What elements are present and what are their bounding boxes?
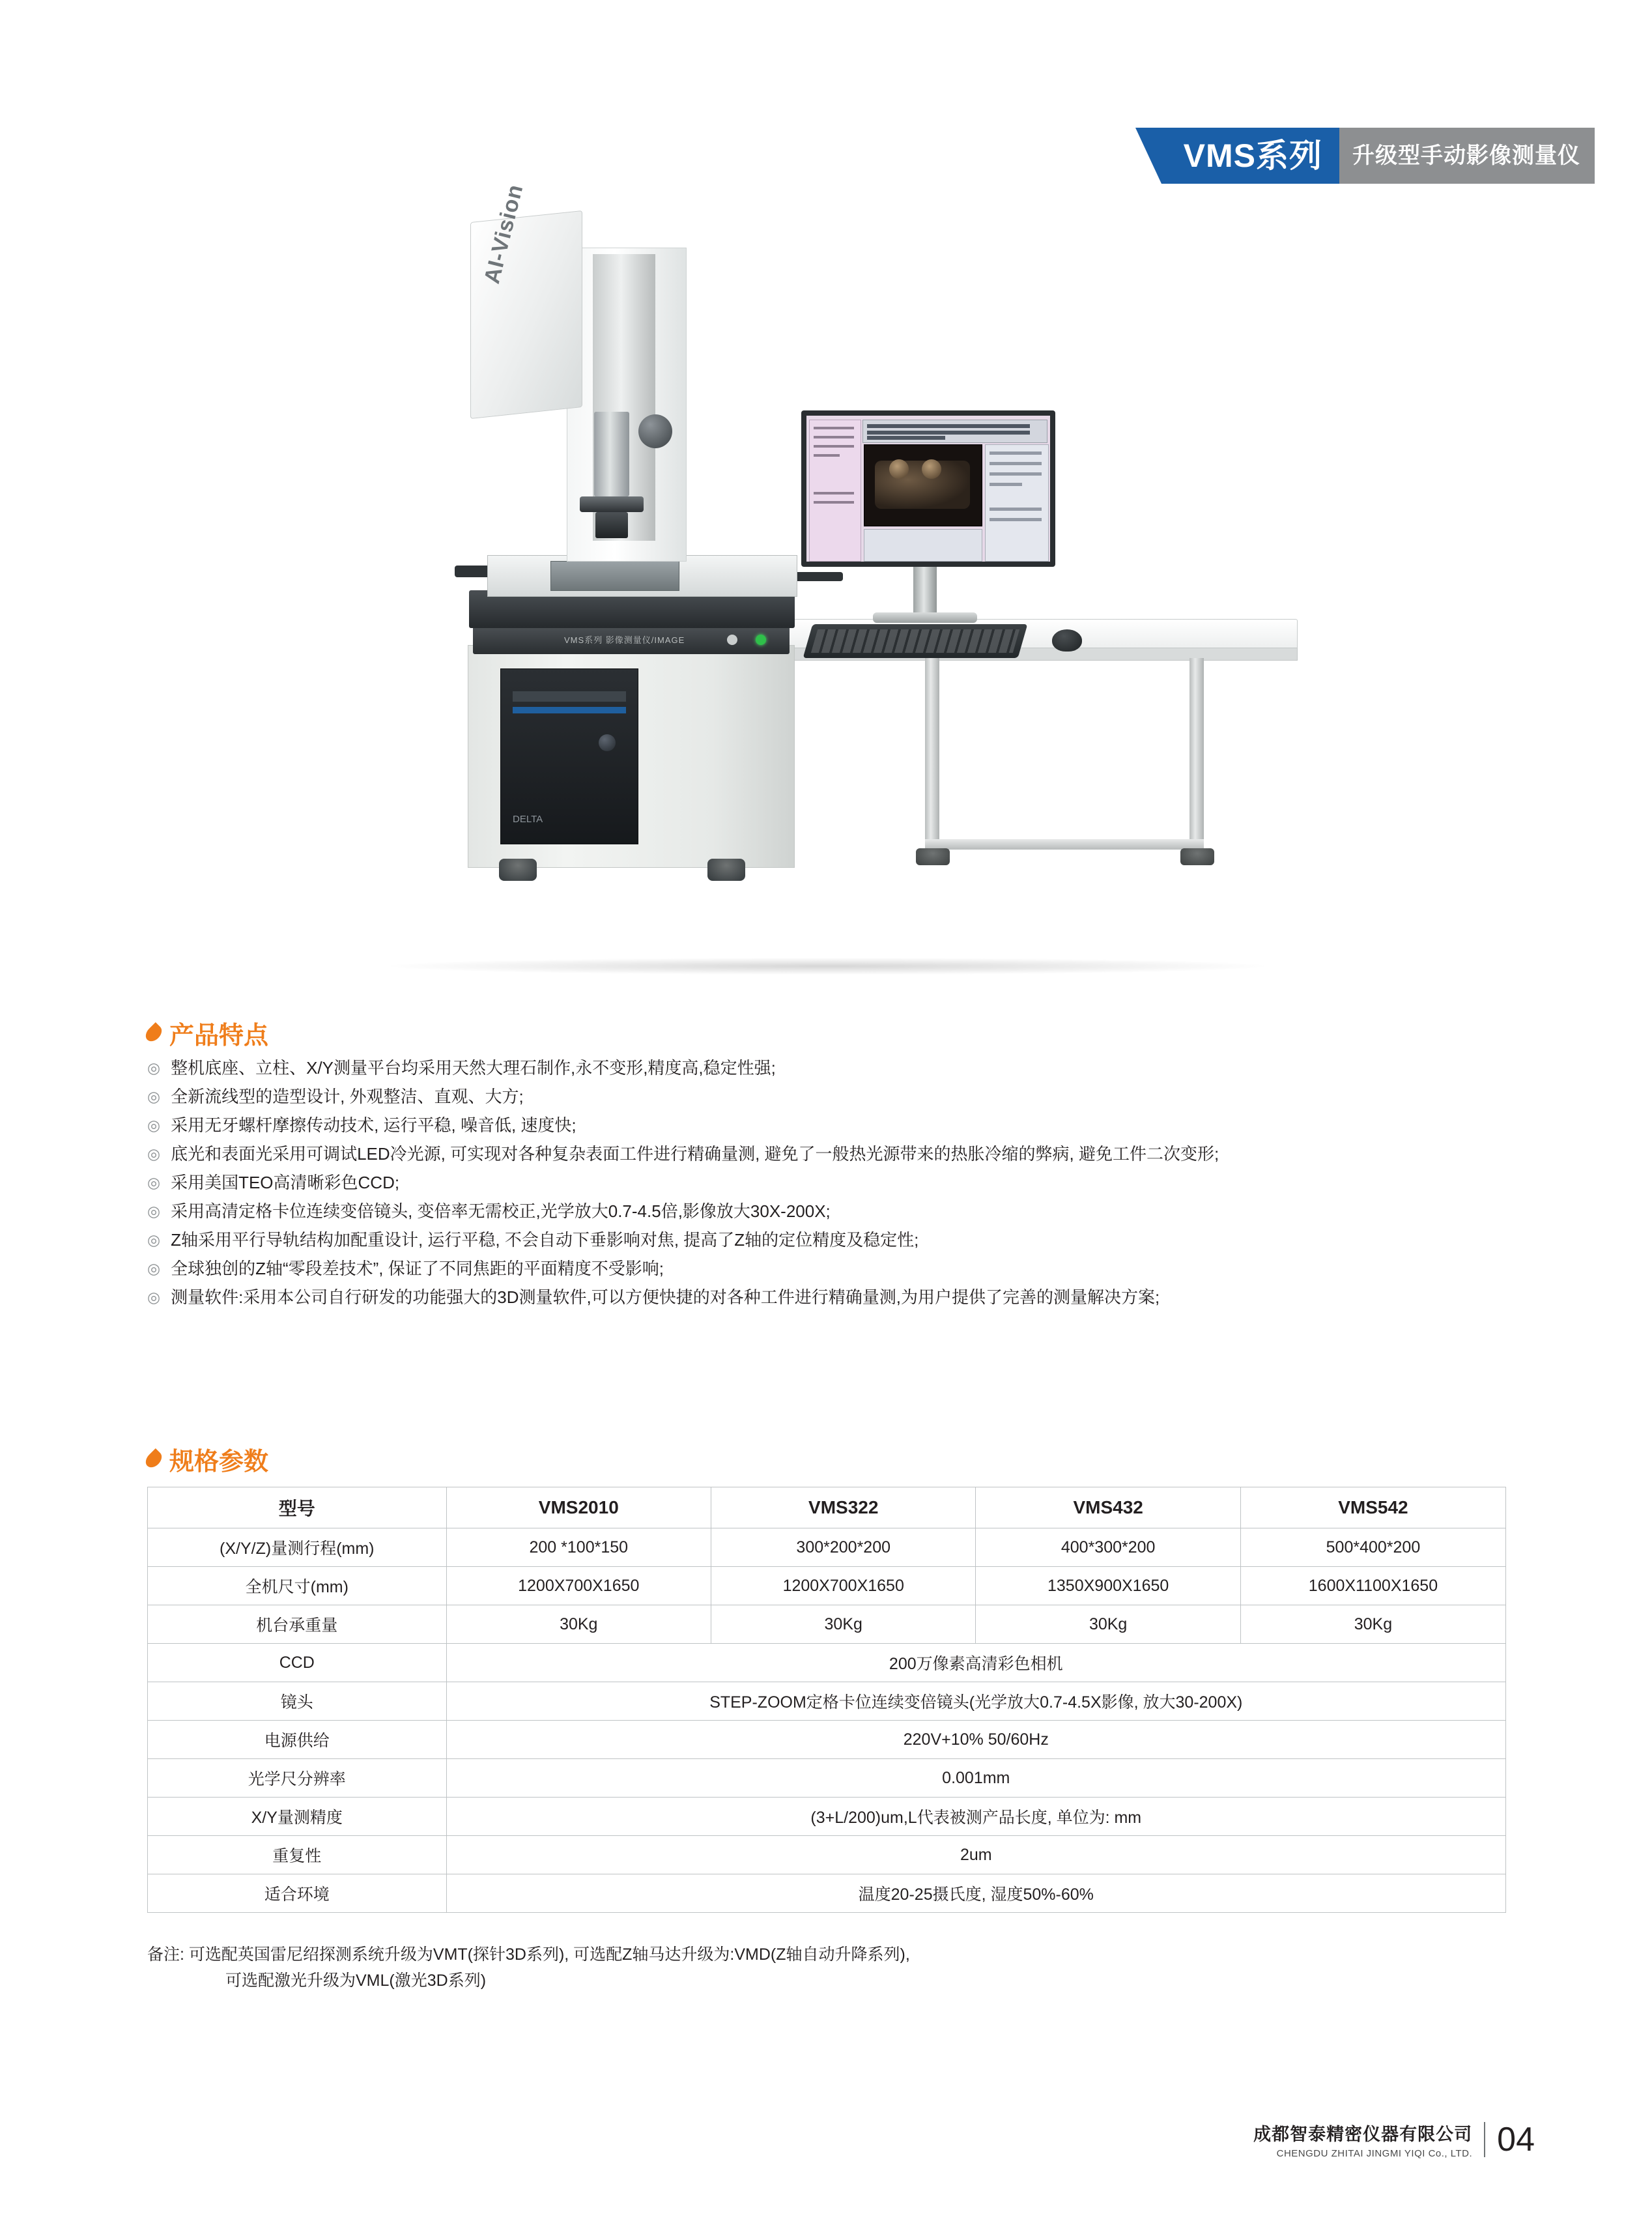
note-line-2: 可选配激光升级为VML(激光3D系列) <box>225 1971 487 1990</box>
table-row <box>148 1874 1506 1913</box>
row-value: 1200X700X1650 <box>711 1567 976 1605</box>
right-panel-line-1 <box>990 452 1042 455</box>
footer-divider <box>1484 2122 1485 2157</box>
optical-head-housing <box>470 210 582 419</box>
computer-accent-strip <box>513 707 626 713</box>
left-panel-line-3 <box>814 445 854 448</box>
row-label: X/Y量测精度 <box>148 1798 447 1836</box>
table-row <box>148 1721 1506 1759</box>
workpiece-hole-1 <box>889 459 909 479</box>
table-header-row <box>148 1487 1506 1528</box>
power-led-icon <box>756 635 766 645</box>
left-panel-line-2 <box>814 436 854 438</box>
left-panel-line-5 <box>814 492 854 494</box>
row-value: 30Kg <box>711 1605 976 1644</box>
table-row <box>148 1528 1506 1567</box>
left-panel-line-1 <box>814 427 854 429</box>
header-series-block <box>1161 128 1339 184</box>
row-value: 500*400*200 <box>1240 1528 1505 1567</box>
machine-panel-label: VMS系列 影像测量仪/IMAGE <box>564 635 685 645</box>
table-header-cell: VMS542 <box>1240 1487 1505 1528</box>
table-row <box>148 1759 1506 1798</box>
row-label: 机台承重量 <box>148 1605 447 1644</box>
bullet-icon: ◎ <box>147 1117 161 1134</box>
computer-drive-bay <box>513 691 626 702</box>
table-row <box>148 1682 1506 1721</box>
monitor-stand-base <box>873 612 977 623</box>
row-value: 30Kg <box>976 1605 1240 1644</box>
note-line-1: 备注: 可选配英国雷尼绍探测系统升级为VMT(探针3D系列), 可选配Z轴马达升级为:VMD(Z轴自动升降系列), <box>147 1945 910 1964</box>
feature-text: 采用美国TEO高清晰彩色CCD; <box>171 1173 400 1192</box>
workbench-foot-left <box>916 848 950 865</box>
workpiece-hole-2 <box>922 459 941 479</box>
row-label: (X/Y/Z)量测行程(mm) <box>148 1528 447 1567</box>
software-toolbar <box>862 420 1047 443</box>
toolbar-row-1 <box>867 424 1030 428</box>
bullet-icon: ◎ <box>147 1088 161 1105</box>
row-value: 0.001mm <box>446 1759 1505 1798</box>
row-label: CCD <box>148 1644 447 1682</box>
table-header-cell: 型号 <box>148 1487 447 1528</box>
feature-text: 全新流线型的造型设计, 外观整洁、直观、大方; <box>171 1087 524 1106</box>
machine-control-panel <box>473 625 790 654</box>
row-label: 光学尺分辨率 <box>148 1759 447 1798</box>
row-value: 30Kg <box>1240 1605 1505 1644</box>
floor-shadow <box>391 958 1264 975</box>
product-photo <box>352 181 1316 984</box>
monitor-stand-neck <box>913 567 937 615</box>
keyboard <box>803 624 1028 658</box>
row-value: 200万像素高清彩色相机 <box>446 1644 1505 1682</box>
list-item <box>147 1286 1535 1308</box>
features-title-text: 产品特点 <box>169 1022 269 1050</box>
page-number: 04 <box>1497 2121 1535 2158</box>
row-label: 重复性 <box>148 1836 447 1874</box>
z-axis-knob-icon <box>638 414 672 448</box>
row-value: STEP-ZOOM定格卡位连续变倍镜头(光学放大0.7-4.5X影像, 放大30-200X) <box>446 1682 1505 1721</box>
row-value: (3+L/200)um,L代表被测产品长度, 单位为: mm <box>446 1798 1505 1836</box>
list-item <box>147 1143 1535 1165</box>
feature-text: Z轴采用平行导轨结构加配重设计, 运行平稳, 不会自动下垂影响对焦, 提高了Z轴的定位精度及稳定性; <box>171 1230 919 1250</box>
software-left-panel <box>809 420 861 562</box>
right-panel-line-6 <box>990 518 1042 521</box>
specs-section-title <box>147 1441 268 1477</box>
machine-foot-right <box>707 859 745 881</box>
right-panel-line-5 <box>990 508 1042 511</box>
software-result-panel <box>864 529 982 562</box>
right-panel-line-3 <box>990 472 1042 476</box>
table-row <box>148 1836 1506 1874</box>
toolbar-row-2 <box>867 431 1030 435</box>
table-row <box>148 1798 1506 1836</box>
drop-icon <box>143 1022 165 1044</box>
header-series-title: VMS系列 <box>1183 137 1322 174</box>
row-value: 2um <box>446 1836 1505 1874</box>
specs-title-text: 规格参数 <box>169 1448 269 1476</box>
row-value: 1600X1100X1650 <box>1240 1567 1505 1605</box>
row-label: 全机尺寸(mm) <box>148 1567 447 1605</box>
bullet-icon: ◎ <box>147 1145 161 1162</box>
table-row <box>148 1567 1506 1605</box>
row-value: 400*300*200 <box>976 1528 1240 1567</box>
table-header-cell: VMS322 <box>711 1487 976 1528</box>
row-label: 适合环境 <box>148 1874 447 1913</box>
bullet-icon: ◎ <box>147 1059 161 1076</box>
monitor-screen <box>806 416 1050 562</box>
list-item <box>147 1171 1535 1194</box>
bullet-icon: ◎ <box>147 1260 161 1277</box>
feature-text: 整机底座、立柱、X/Y测量平台均采用天然大理石制作,永不变形,精度高,稳定性强; <box>171 1058 776 1078</box>
table-row <box>148 1644 1506 1682</box>
feature-text: 测量软件:采用本公司自行研发的功能强大的3D测量软件,可以方便快捷的对各种工件进行精确量测,为用户提供了完善的测量解决方案; <box>171 1287 1160 1307</box>
table-header-cell: VMS2010 <box>446 1487 711 1528</box>
header-subtitle-block <box>1339 128 1595 184</box>
bullet-icon: ◎ <box>147 1231 161 1248</box>
bullet-icon: ◎ <box>147 1203 161 1220</box>
page-header-banner <box>1161 128 1595 184</box>
feature-text: 采用无牙螺杆摩擦传动技术, 运行平稳, 噪音低, 速度快; <box>171 1115 577 1135</box>
row-value: 200 *100*150 <box>446 1528 711 1567</box>
computer-tower <box>500 668 638 844</box>
company-name-cn: 成都智泰精密仪器有限公司 <box>1253 2125 1473 2144</box>
row-label: 镜头 <box>148 1682 447 1721</box>
list-item <box>147 1200 1535 1222</box>
keyboard-keys <box>811 629 1019 653</box>
workbench-foot-right <box>1180 848 1214 865</box>
table-row <box>148 1605 1506 1644</box>
monitor <box>801 410 1055 567</box>
zoom-lens-tube <box>594 412 629 496</box>
table-header-cell: VMS432 <box>976 1487 1240 1528</box>
bullet-icon: ◎ <box>147 1289 161 1306</box>
machine-foot-left <box>499 859 537 881</box>
toolbar-row-3 <box>867 436 945 440</box>
machine-brand-label: AI-Vision <box>479 181 528 287</box>
company-name-en: CHENGDU ZHITAI JINGMI YIQI Co., LTD. <box>1276 2148 1473 2159</box>
row-value: 300*200*200 <box>711 1528 976 1567</box>
right-panel-line-2 <box>990 462 1042 465</box>
header-subtitle: 升级型手动影像测量仪 <box>1352 143 1580 168</box>
list-item <box>147 1057 1535 1079</box>
workbench-rail <box>925 839 1204 850</box>
feature-text: 全球独创的Z轴“零段差技术”, 保证了不同焦距的平面精度不受影响; <box>171 1259 664 1278</box>
mouse <box>1052 629 1082 652</box>
row-value: 30Kg <box>446 1605 711 1644</box>
list-item <box>147 1114 1535 1136</box>
panel-knob-icon <box>727 635 737 645</box>
list-item <box>147 1229 1535 1251</box>
row-value: 温度20-25摄氏度, 湿度50%-60% <box>446 1874 1505 1913</box>
features-list <box>147 1057 1535 1315</box>
specifications-table <box>147 1487 1506 1913</box>
software-right-panel <box>985 444 1049 562</box>
company-info <box>1253 2120 1472 2159</box>
workbench-leg-left <box>925 658 939 853</box>
camera-live-view <box>864 444 982 526</box>
row-value: 1200X700X1650 <box>446 1567 711 1605</box>
workbench-leg-right <box>1189 658 1204 853</box>
right-panel-line-4 <box>990 483 1022 486</box>
left-panel-line-4 <box>814 454 840 457</box>
drop-icon <box>143 1448 165 1470</box>
computer-brand-label: DELTA <box>513 814 543 825</box>
feature-text: 采用高清定格卡位连续变倍镜头, 变倍率无需校正,光学放大0.7-4.5倍,影像放大30X-200X; <box>171 1201 831 1221</box>
lens-ring <box>580 496 644 512</box>
lens-objective <box>595 512 628 538</box>
list-item <box>147 1257 1535 1280</box>
list-item <box>147 1085 1535 1108</box>
row-value: 1350X900X1650 <box>976 1567 1240 1605</box>
feature-text: 底光和表面光采用可调试LED冷光源, 可实现对各种复杂表面工件进行精确量测, 避免了一般热光源带来的热胀冷缩的弊病, 避免工件二次变形; <box>171 1144 1219 1164</box>
row-label: 电源供给 <box>148 1721 447 1759</box>
row-value: 220V+10% 50/60Hz <box>446 1721 1505 1759</box>
page-footer <box>1253 2120 1535 2159</box>
features-section-title <box>147 1015 268 1051</box>
specs-note <box>147 1942 1535 1994</box>
left-panel-line-6 <box>814 501 854 504</box>
stage-glass-plate <box>550 561 679 591</box>
computer-power-button-icon <box>599 734 616 751</box>
bullet-icon: ◎ <box>147 1174 161 1191</box>
